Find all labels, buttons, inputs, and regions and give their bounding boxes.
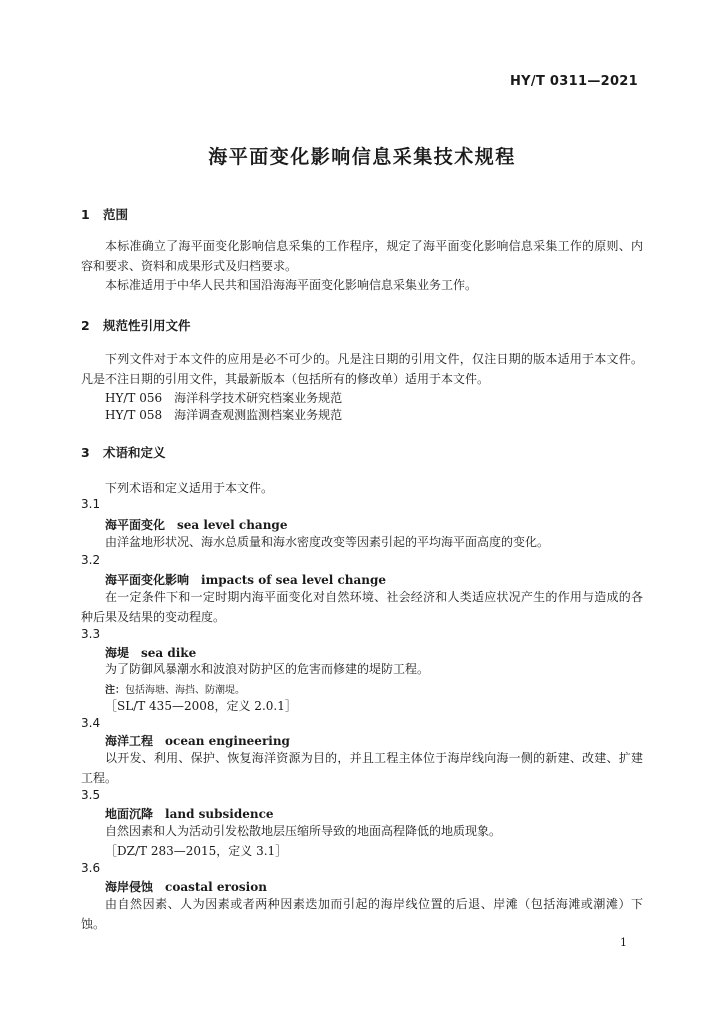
- term-source: ［DZ/T 283—2015，定义 3.1］: [105, 844, 288, 858]
- section-2-heading: 2 规范性引用文件: [81, 318, 191, 333]
- document-title: 海平面变化影响信息采集技术规程: [208, 146, 516, 168]
- term-source: ［SL/T 435—2008，定义 2.0.1］: [105, 699, 297, 713]
- normative-reference: HY/T 056 海洋科学技术研究档案业务规范: [105, 391, 343, 405]
- section-3-heading: 3 术语和定义: [81, 445, 166, 460]
- term-definition: 在一定条件下和一定时期内海平面变化对自然环境、社会经济和人类适应状况产生的作用与造成的各种后果及结果的变动程度。: [81, 590, 643, 624]
- term-heading: 海岸侵蚀 coastal erosion: [105, 880, 267, 894]
- term-heading: 海洋工程 ocean engineering: [105, 734, 290, 748]
- clause-number: 3.5: [81, 788, 101, 802]
- term-definition: 由洋盆地形状况、海水总质量和海水密度改变等因素引起的平均海平面高度的变化。: [105, 535, 550, 549]
- section-1-paragraph: 本标准适用于中华人民共和国沿海海平面变化影响信息采集业务工作。: [105, 278, 478, 292]
- clause-number: 3.3: [81, 627, 101, 641]
- term-heading: 海平面变化影响 impacts of sea level change: [105, 573, 387, 587]
- clause-number: 3.4: [81, 716, 101, 730]
- section-2-intro: 下列文件对于本文件的应用是必不可少的。凡是注日期的引用文件，仅注日期的版本适用于本文件。凡是不注日期的引用文件，其最新版本（包括所有的修改单）适用于本文件。: [81, 352, 643, 386]
- section-1-paragraph: 本标准确立了海平面变化影响信息采集的工作程序，规定了海平面变化影响信息采集工作的原则、内容和要求、资料和成果形式及归档要求。: [81, 239, 643, 273]
- term-definition: 由自然因素、人为因素或者两种因素迭加而引起的海岸线位置的后退、岸滩（包括海滩或潮滩）下蚀。: [81, 897, 643, 931]
- clause-number: 3.6: [81, 861, 101, 875]
- page-number: 1: [620, 936, 627, 949]
- clause-number: 3.1: [81, 497, 101, 511]
- term-definition: 自然因素和人为活动引发松散地层压缩所导致的地面高程降低的地质现象。: [105, 824, 502, 838]
- term-definition: 以开发、利用、保护、恢复海洋资源为目的，并且工程主体位于海岸线向海一侧的新建、改建、扩建工程。: [81, 751, 643, 785]
- clause-number: 3.2: [81, 553, 101, 567]
- term-heading: 海堤 sea dike: [105, 646, 197, 660]
- term-heading: 海平面变化 sea level change: [105, 518, 288, 532]
- term-heading: 地面沉降 land subsidence: [105, 807, 274, 821]
- standard-number: HY/T 0311—2021: [510, 74, 638, 89]
- section-1-heading: 1 范围: [81, 207, 129, 222]
- section-3-intro: 下列术语和定义适用于本文件。: [105, 481, 274, 495]
- term-definition: 为了防御风暴潮水和波浪对防护区的危害而修建的堤防工程。: [105, 662, 430, 676]
- normative-reference: HY/T 058 海洋调查观测监测档案业务规范: [105, 408, 343, 422]
- term-note: 注：包括海塘、海挡、防潮堤。: [105, 685, 245, 696]
